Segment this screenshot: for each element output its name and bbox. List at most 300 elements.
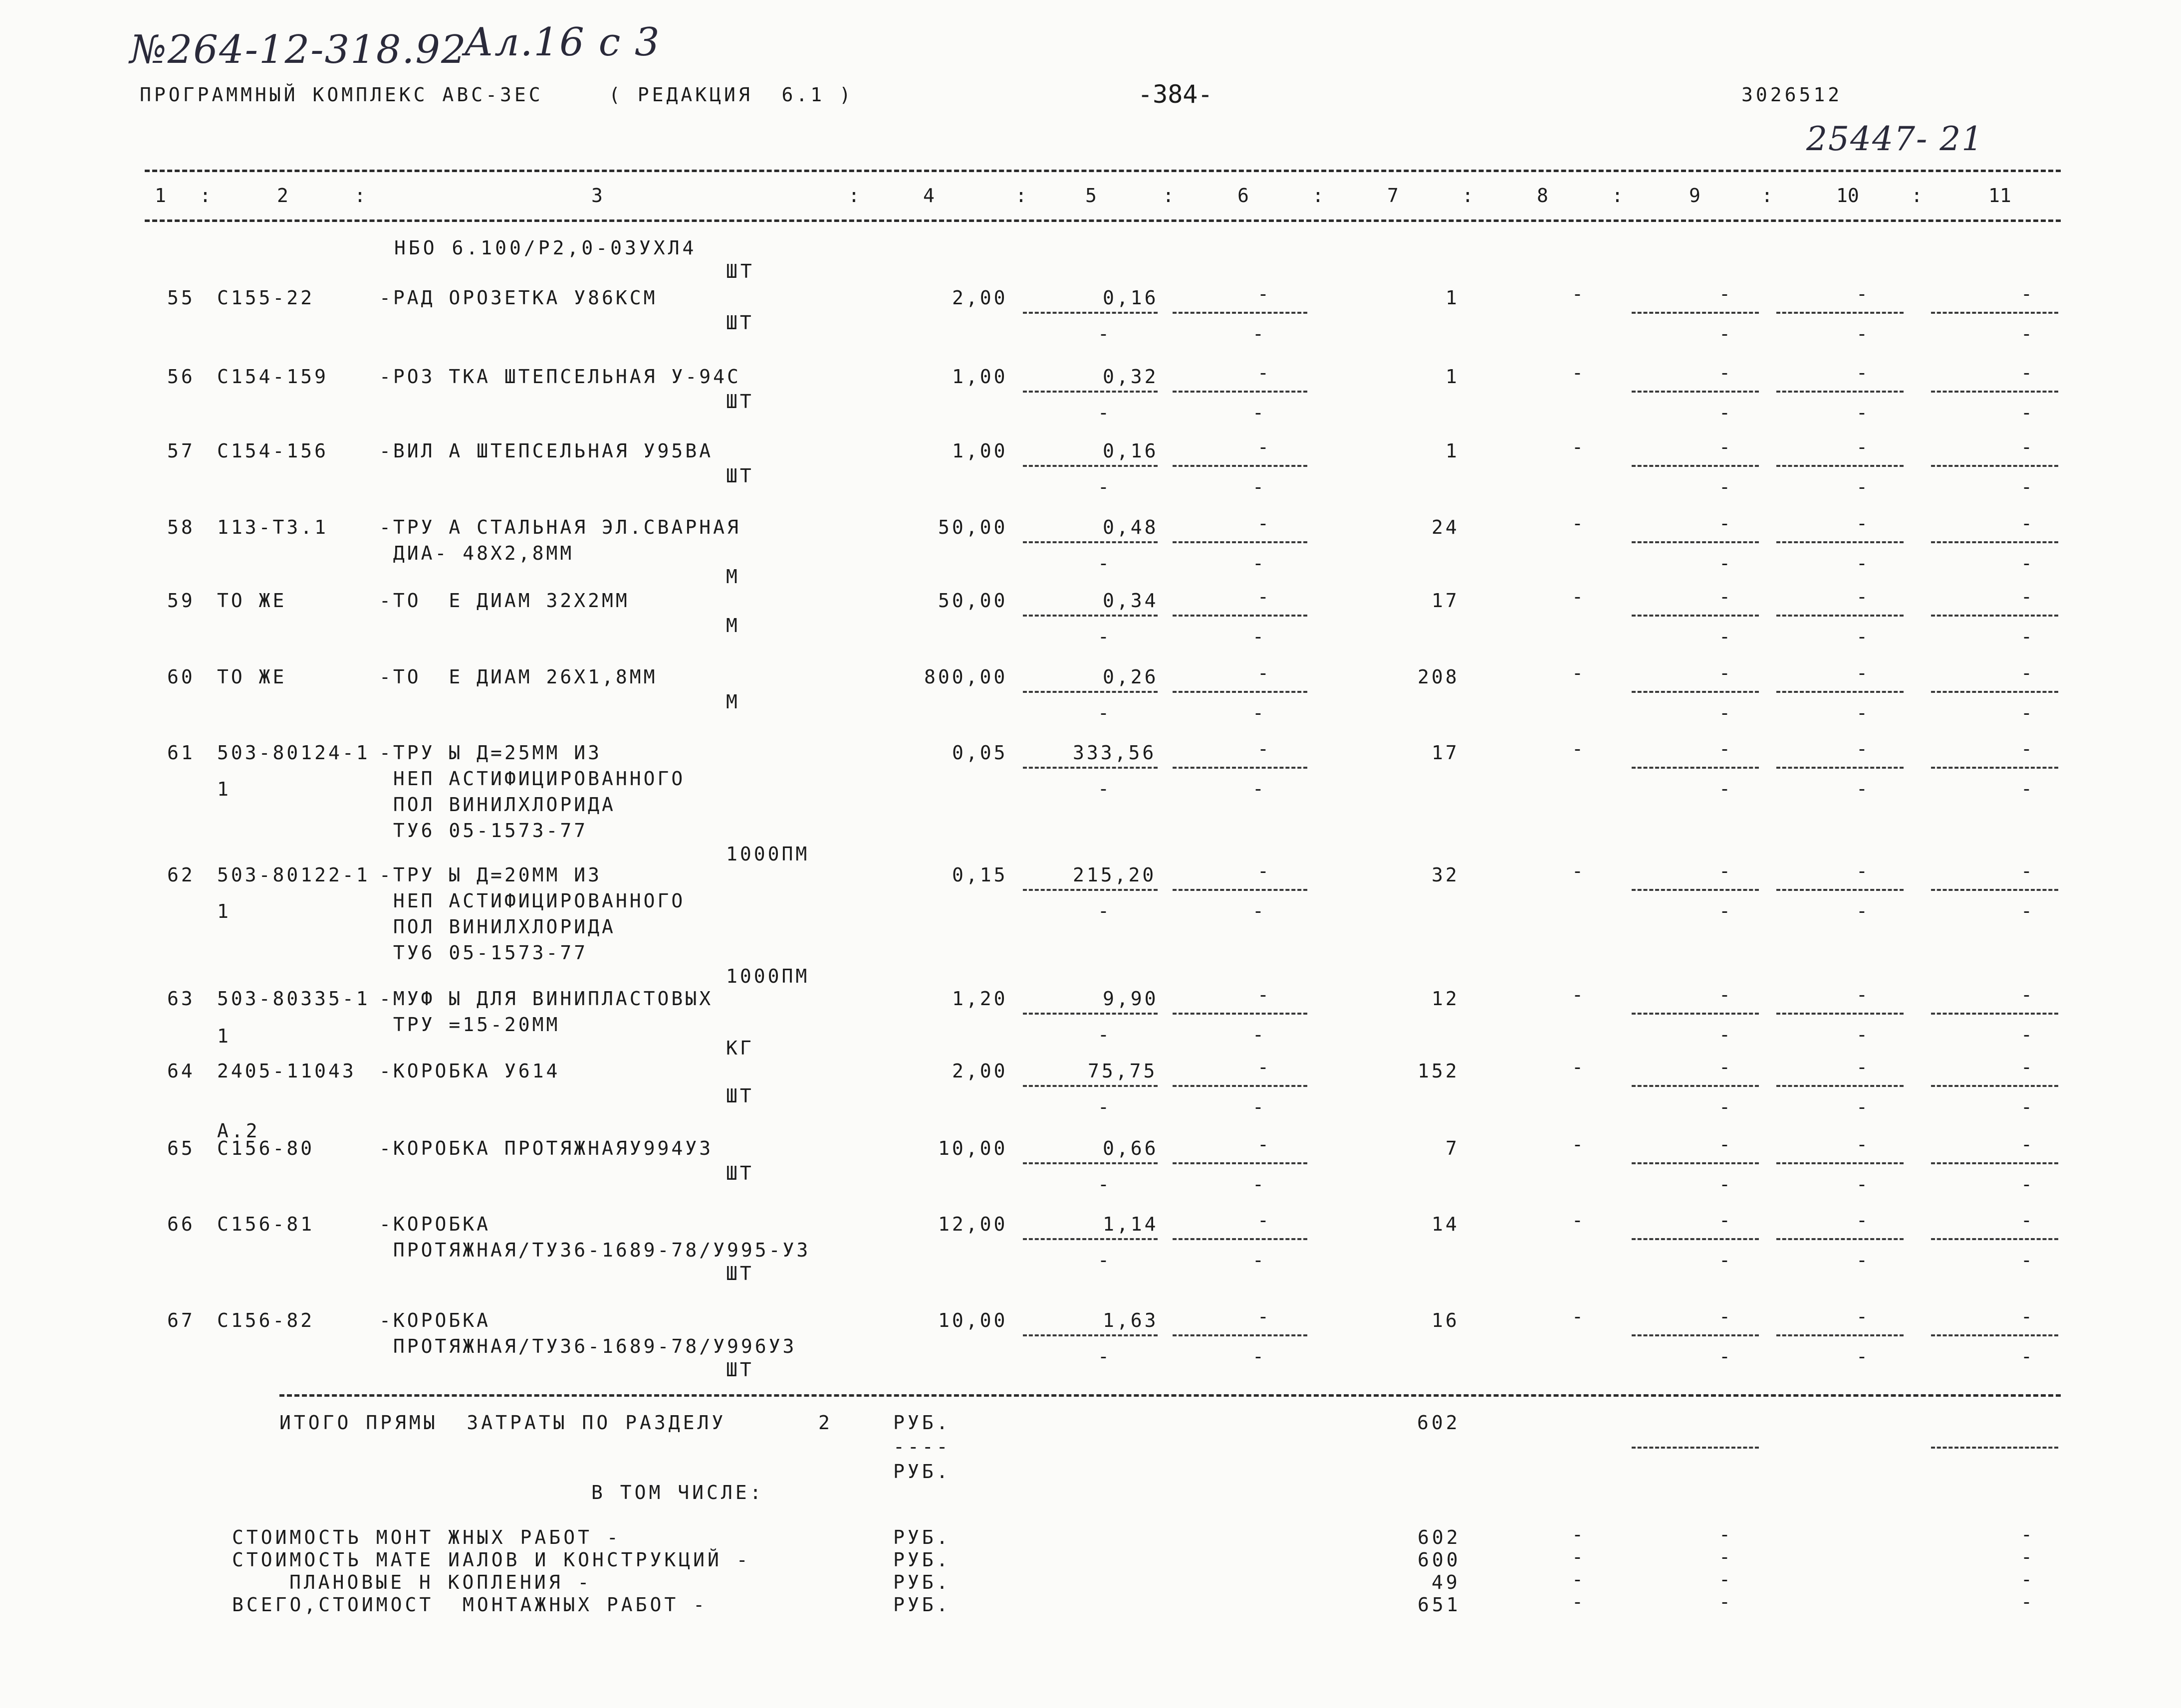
col-11: 11 (1988, 185, 2011, 207)
row-quantity: 0,15 (952, 864, 1008, 886)
col-sep: : (1911, 185, 1923, 207)
row-unit: 1000ПМ (726, 843, 810, 865)
cell-underline (1931, 1238, 2058, 1240)
col8-dash: - (1572, 1209, 1583, 1231)
cell-underline (1931, 1334, 2058, 1336)
sub-dash: - (1719, 1345, 1730, 1367)
cell-underline (1023, 889, 1158, 891)
sub-dash: - (2021, 552, 2032, 574)
col9-dash: - (1719, 1209, 1730, 1231)
sub-dash: - (2021, 626, 2032, 647)
cell-underline (1023, 1085, 1158, 1087)
row-total: 14 (1432, 1213, 1459, 1235)
totals-dashes: ---- (893, 1436, 951, 1458)
row-description: ПРОТЯЖНАЯ/ТУ36-1689-78/У996У3 (379, 1335, 797, 1357)
col-sep: : (1612, 185, 1623, 207)
sub-dash: - (2021, 1249, 2032, 1271)
col6-dash: - (1257, 860, 1269, 882)
sub-dash: - (1098, 1249, 1109, 1271)
col6-dash: - (1257, 283, 1269, 305)
col-9: 9 (1689, 185, 1700, 207)
row-unit: М (726, 615, 740, 637)
col-6: 6 (1237, 185, 1249, 207)
sub-dash: - (2021, 476, 2032, 498)
summary-label: ПЛАНОВЫЕ Н КОПЛЕНИЯ - (289, 1571, 592, 1593)
row-description: -КОРОБКА (379, 1213, 491, 1235)
col10-dash: - (1856, 1056, 1868, 1078)
sub-dash: - (2021, 1173, 2032, 1195)
row-number: 60 (167, 666, 195, 688)
cell-underline (1173, 1013, 1307, 1015)
col9-dash: - (1719, 586, 1730, 608)
summary-value: 49 (1432, 1571, 1460, 1593)
row-quantity: 1,00 (952, 366, 1008, 388)
col10-dash: - (1856, 283, 1868, 305)
col9-dash: - (1719, 662, 1730, 684)
sub-dash: - (1719, 476, 1730, 498)
row-number: 56 (167, 366, 195, 388)
row-number: 61 (167, 742, 195, 764)
sub-dash: - (1856, 323, 1868, 345)
row-description: -ТРУ Ы Д=20ММ ИЗ (379, 864, 602, 886)
col10-dash: - (1856, 362, 1868, 384)
col6-dash: - (1257, 512, 1269, 534)
row-unit: ШТ (726, 1162, 754, 1184)
row-unit: М (726, 691, 740, 713)
summary-value: 600 (1418, 1549, 1461, 1571)
totals-label: ИТОГО ПРЯМЫ ЗАТРАТЫ ПО РАЗДЕЛУ (279, 1412, 727, 1434)
row-description: ДИА- 48Х2,8ММ (379, 542, 574, 564)
summary-dash: - (1719, 1546, 1730, 1568)
row-quantity: 10,00 (938, 1137, 1008, 1159)
sub-dash: - (2021, 778, 2032, 800)
row-unit: ШТ (726, 1359, 754, 1381)
cell-underline (1173, 1238, 1307, 1240)
cell-underline (1632, 541, 1759, 543)
cell-underline (1776, 1085, 1904, 1087)
col6-dash: - (1257, 362, 1269, 384)
cell-underline (1173, 1334, 1307, 1336)
cell-underline (1632, 615, 1759, 617)
sub-dash: - (1856, 552, 1868, 574)
row-unit-price: 0,32 (1103, 366, 1159, 388)
col11-dash: - (2021, 586, 2032, 608)
col9-dash: - (1719, 738, 1730, 760)
sub-dash: - (1856, 1345, 1868, 1367)
col9-dash: - (1719, 436, 1730, 458)
summary-value: 651 (1418, 1594, 1461, 1616)
edition-label: ( РЕДАКЦИЯ 6.1 ) (609, 84, 854, 106)
cell-underline (1632, 1238, 1759, 1240)
cell-underline (1632, 889, 1759, 891)
row-quantity: 0,05 (952, 742, 1008, 764)
cell-underline (1632, 1085, 1759, 1087)
row-description: -РАД ОРОЗЕТКА У86КСМ (379, 287, 658, 309)
row-description: ПОЛ ВИНИЛХЛОРИДА (379, 794, 616, 816)
cell-underline (1776, 1162, 1904, 1164)
sub-dash: - (1719, 702, 1730, 724)
col6-dash: - (1257, 1305, 1269, 1327)
sub-dash: - (2021, 1024, 2032, 1046)
cell-underline (1632, 691, 1759, 693)
row-code: ТО ЖЕ (217, 666, 287, 688)
row-description: ПОЛ ВИНИЛХЛОРИДА (379, 916, 616, 938)
row-description: -КОРОБКА ПРОТЯЖНАЯУ994У3 (379, 1137, 714, 1159)
col10-dash: - (1856, 984, 1868, 1006)
cell-underline (1776, 767, 1904, 769)
sub-dash: - (2021, 323, 2032, 345)
cell-underline (1023, 541, 1158, 543)
col8-dash: - (1572, 283, 1583, 305)
col10-dash: - (1856, 436, 1868, 458)
cell-underline (1173, 767, 1307, 769)
col9-dash: - (1719, 283, 1730, 305)
col-10: 10 (1836, 185, 1859, 207)
col8-dash: - (1572, 586, 1583, 608)
col-3: 3 (591, 185, 603, 207)
col6-dash: - (1257, 586, 1269, 608)
row-number: 59 (167, 590, 195, 612)
header-top-rule (145, 170, 2061, 172)
col9-dash: - (1719, 984, 1730, 1006)
col-sep: : (1312, 185, 1324, 207)
cell-underline (1931, 1085, 2058, 1087)
sub-dash: - (1856, 1096, 1868, 1118)
row-description: ТУ6 05-1573-77 (379, 942, 588, 964)
sub-dash: - (1098, 323, 1109, 345)
col6-dash: - (1257, 1133, 1269, 1155)
row-code: С156-82 (217, 1309, 315, 1331)
cell-underline (1931, 465, 2058, 467)
cell-underline (1023, 1162, 1158, 1164)
summary-dash: - (2021, 1568, 2032, 1590)
row-description: ТРУ =15-20ММ (379, 1014, 560, 1036)
col10-dash: - (1856, 860, 1868, 882)
row-unit: КГ (726, 1037, 754, 1059)
col8-dash: - (1572, 738, 1583, 760)
cell-underline (1023, 465, 1158, 467)
cell-underline (1023, 1334, 1158, 1336)
cell-underline (1023, 615, 1158, 617)
sub-dash: - (1252, 900, 1264, 922)
row-code: 113-Т3.1 (217, 516, 329, 538)
sub-dash: - (1719, 1249, 1730, 1271)
col-sep: : (1761, 185, 1773, 207)
code-extra-62: 1 (217, 900, 232, 922)
row-quantity: 12,00 (938, 1213, 1008, 1235)
sub-dash: - (1719, 778, 1730, 800)
col8-dash: - (1572, 662, 1583, 684)
col-4: 4 (923, 185, 935, 207)
page-number: -384- (1138, 80, 1213, 109)
code-extra-61: 1 (217, 778, 232, 800)
cell-underline (1776, 691, 1904, 693)
col-sep: : (200, 185, 211, 207)
totals-section: 2 (818, 1412, 833, 1434)
cell-underline (1776, 889, 1904, 891)
row-total: 16 (1432, 1309, 1459, 1331)
cell-underline (1023, 391, 1158, 393)
sub-dash: - (2021, 1096, 2032, 1118)
row-unit-price: 0,16 (1103, 440, 1159, 462)
row-unit-price: 0,26 (1103, 666, 1159, 688)
row-unit: ШТ (726, 391, 754, 413)
sub-dash: - (1252, 702, 1264, 724)
row-unit-price: 9,90 (1103, 988, 1159, 1010)
sub-dash: - (1098, 702, 1109, 724)
sub-dash: - (1098, 1096, 1109, 1118)
cell-underline (1023, 767, 1158, 769)
continued-unit: ШТ (726, 260, 755, 282)
cell-underline (1173, 1162, 1307, 1164)
row-quantity: 2,00 (952, 287, 1008, 309)
row-description: -МУФ Ы ДЛЯ ВИНИПЛАСТОВЫХ (379, 988, 714, 1010)
cell-underline (1632, 312, 1759, 314)
cell-underline (1632, 391, 1759, 393)
col11-dash: - (2021, 283, 2032, 305)
row-number: 67 (167, 1309, 195, 1331)
cell-underline (1776, 541, 1904, 543)
sub-dash: - (1098, 476, 1109, 498)
cell-underline (1931, 391, 2058, 393)
row-total: 208 (1418, 666, 1459, 688)
totals-underline-9 (1632, 1447, 1759, 1449)
summary-dash: - (1719, 1591, 1730, 1613)
cell-underline (1776, 1334, 1904, 1336)
cell-underline (1776, 312, 1904, 314)
col8-dash: - (1572, 512, 1583, 534)
cell-underline (1173, 691, 1307, 693)
col-5: 5 (1085, 185, 1097, 207)
cell-underline (1173, 312, 1307, 314)
col9-dash: - (1719, 1133, 1730, 1155)
row-description: -КОРОБКА (379, 1309, 491, 1331)
col6-dash: - (1257, 1056, 1269, 1078)
sub-dash: - (1719, 900, 1730, 922)
col-2: 2 (277, 185, 288, 207)
sub-dash: - (1098, 552, 1109, 574)
col10-dash: - (1856, 662, 1868, 684)
summary-dash: - (1719, 1523, 1730, 1545)
col-8: 8 (1537, 185, 1548, 207)
cell-underline (1776, 1238, 1904, 1240)
row-unit-price: 0,34 (1103, 590, 1159, 612)
handwritten-document-number: №264-12-318.92 (130, 27, 467, 72)
row-quantity: 800,00 (924, 666, 1008, 688)
cell-underline (1173, 1085, 1307, 1087)
sub-dash: - (2021, 402, 2032, 424)
cell-underline (1173, 889, 1307, 891)
row-unit-price: 1,63 (1103, 1309, 1159, 1331)
summary-label: СТОИМОСТЬ МОНТ ЖНЫХ РАБОТ - (232, 1526, 621, 1548)
col9-dash: - (1719, 1305, 1730, 1327)
continued-description: НБО 6.100/Р2,0-03УХЛ4 (394, 237, 697, 259)
totals-unit: РУБ. (893, 1412, 951, 1434)
row-unit: М (726, 566, 740, 588)
summary-dash: - (1572, 1568, 1583, 1590)
handwritten-sheet-mark: Ал.16 с 3 (464, 20, 661, 65)
cell-underline (1931, 691, 2058, 693)
sub-dash: - (1856, 900, 1868, 922)
sub-dash: - (1098, 900, 1109, 922)
col-sep: : (1462, 185, 1473, 207)
row-total: 152 (1418, 1060, 1459, 1082)
sub-dash: - (1252, 626, 1264, 647)
col6-dash: - (1257, 436, 1269, 458)
cell-underline (1023, 312, 1158, 314)
col11-dash: - (2021, 1209, 2032, 1231)
col11-dash: - (2021, 512, 2032, 534)
col11-dash: - (2021, 1056, 2032, 1078)
cell-underline (1776, 391, 1904, 393)
row-description: ПРОТЯЖНАЯ/ТУ36-1689-78/У995-У3 (379, 1239, 811, 1261)
row-total: 17 (1432, 590, 1459, 612)
sub-dash: - (1098, 778, 1109, 800)
row-quantity: 2,00 (952, 1060, 1008, 1082)
sub-dash: - (1856, 626, 1868, 647)
row-quantity: 50,00 (938, 516, 1008, 538)
col-sep: : (1015, 185, 1027, 207)
row-number: 55 (167, 287, 195, 309)
sub-dash: - (1252, 1096, 1264, 1118)
col8-dash: - (1572, 1133, 1583, 1155)
row-unit-price: 0,16 (1103, 287, 1159, 309)
summary-dash: - (1572, 1523, 1583, 1545)
col6-dash: - (1257, 662, 1269, 684)
cell-underline (1776, 465, 1904, 467)
row-quantity: 10,00 (938, 1309, 1008, 1331)
row-quantity: 50,00 (938, 590, 1008, 612)
sub-dash: - (2021, 900, 2032, 922)
col11-dash: - (2021, 1305, 2032, 1327)
row-description: -КОРОБКА У614 (379, 1060, 560, 1082)
row-code: С155-22 (217, 287, 315, 309)
row-description: -РОЗ ТКА ШТЕПСЕЛЬНАЯ У-94С (379, 366, 741, 388)
row-unit-price: 0,48 (1103, 516, 1159, 538)
cell-underline (1023, 1238, 1158, 1240)
row-code: 503-80335-1 (217, 988, 370, 1010)
cell-underline (1931, 312, 2058, 314)
sub-dash: - (1252, 552, 1264, 574)
row-unit-price: 215,20 (1073, 864, 1157, 886)
totals-rule (279, 1394, 2061, 1397)
col11-dash: - (2021, 662, 2032, 684)
summary-value: 602 (1418, 1526, 1461, 1548)
row-number: 66 (167, 1213, 195, 1235)
summary-dash: - (1572, 1591, 1583, 1613)
col8-dash: - (1572, 1056, 1583, 1078)
col6-dash: - (1257, 984, 1269, 1006)
col8-dash: - (1572, 860, 1583, 882)
col8-dash: - (1572, 362, 1583, 384)
col11-dash: - (2021, 984, 2032, 1006)
row-unit: ШТ (726, 465, 754, 487)
cell-underline (1931, 1013, 2058, 1015)
col-7: 7 (1387, 185, 1399, 207)
sub-dash: - (1856, 1024, 1868, 1046)
col11-dash: - (2021, 436, 2032, 458)
cell-underline (1931, 889, 2058, 891)
summary-dash: - (1719, 1568, 1730, 1590)
sub-dash: - (1856, 702, 1868, 724)
row-code: С154-159 (217, 366, 329, 388)
col6-dash: - (1257, 1209, 1269, 1231)
cell-underline (1632, 1162, 1759, 1164)
cell-underline (1173, 541, 1307, 543)
row-total: 1 (1446, 287, 1459, 309)
row-code: С156-81 (217, 1213, 315, 1235)
row-description: -ТО Е ДИАМ 26Х1,8ММ (379, 666, 658, 688)
sub-dash: - (1098, 1173, 1109, 1195)
row-number: 58 (167, 516, 195, 538)
sub-dash: - (1098, 402, 1109, 424)
sub-dash: - (1719, 402, 1730, 424)
col8-dash: - (1572, 436, 1583, 458)
totals-unit-2: РУБ. (893, 1461, 951, 1483)
cell-underline (1776, 615, 1904, 617)
document-code: 3026512 (1741, 84, 1843, 106)
summary-unit: РУБ. (893, 1526, 951, 1548)
totals-value: 602 (1417, 1412, 1460, 1434)
sub-dash: - (1098, 626, 1109, 647)
sub-dash: - (1098, 1345, 1109, 1367)
sub-dash: - (1252, 1173, 1264, 1195)
row-description: НЕП АСТИФИЦИРОВАННОГО (379, 768, 686, 790)
sub-dash: - (1719, 323, 1730, 345)
col9-dash: - (1719, 362, 1730, 384)
col11-dash: - (2021, 362, 2032, 384)
row-code: 503-80124-1 (217, 742, 370, 764)
summary-dash: - (2021, 1591, 2032, 1613)
row-unit: ШТ (726, 1263, 754, 1284)
col11-dash: - (2021, 860, 2032, 882)
cell-underline (1931, 767, 2058, 769)
sub-dash: - (1719, 626, 1730, 647)
row-code: 2405-11043 (217, 1060, 356, 1082)
sub-dash: - (2021, 702, 2032, 724)
cell-underline (1173, 465, 1307, 467)
cell-underline (1931, 615, 2058, 617)
cell-underline (1173, 391, 1307, 393)
row-quantity: 1,00 (952, 440, 1008, 462)
col-sep: : (1163, 185, 1174, 207)
sub-dash: - (1719, 1096, 1730, 1118)
row-unit-price: 1,14 (1103, 1213, 1159, 1235)
row-total: 1 (1446, 366, 1459, 388)
summary-dash: - (1572, 1546, 1583, 1568)
col10-dash: - (1856, 1209, 1868, 1231)
cell-underline (1931, 1162, 2058, 1164)
col9-dash: - (1719, 1056, 1730, 1078)
summary-unit: РУБ. (893, 1571, 951, 1593)
code-extra-63: 1 (217, 1025, 232, 1047)
col10-dash: - (1856, 512, 1868, 534)
row-total: 17 (1432, 742, 1459, 764)
cell-underline (1173, 615, 1307, 617)
col10-dash: - (1856, 586, 1868, 608)
row-description: ТУ6 05-1573-77 (379, 820, 588, 842)
row-unit-price: 75,75 (1088, 1060, 1158, 1082)
sub-dash: - (1856, 476, 1868, 498)
summary-unit: РУБ. (893, 1549, 951, 1571)
row-description: НЕП АСТИФИЦИРОВАННОГО (379, 890, 686, 912)
sub-dash: - (1098, 1024, 1109, 1046)
summary-dash: - (2021, 1523, 2032, 1545)
sub-dash: - (1252, 1345, 1264, 1367)
row-description: -ТО Е ДИАМ 32Х2ММ (379, 590, 630, 612)
cell-underline (1023, 691, 1158, 693)
row-total: 1 (1446, 440, 1459, 462)
